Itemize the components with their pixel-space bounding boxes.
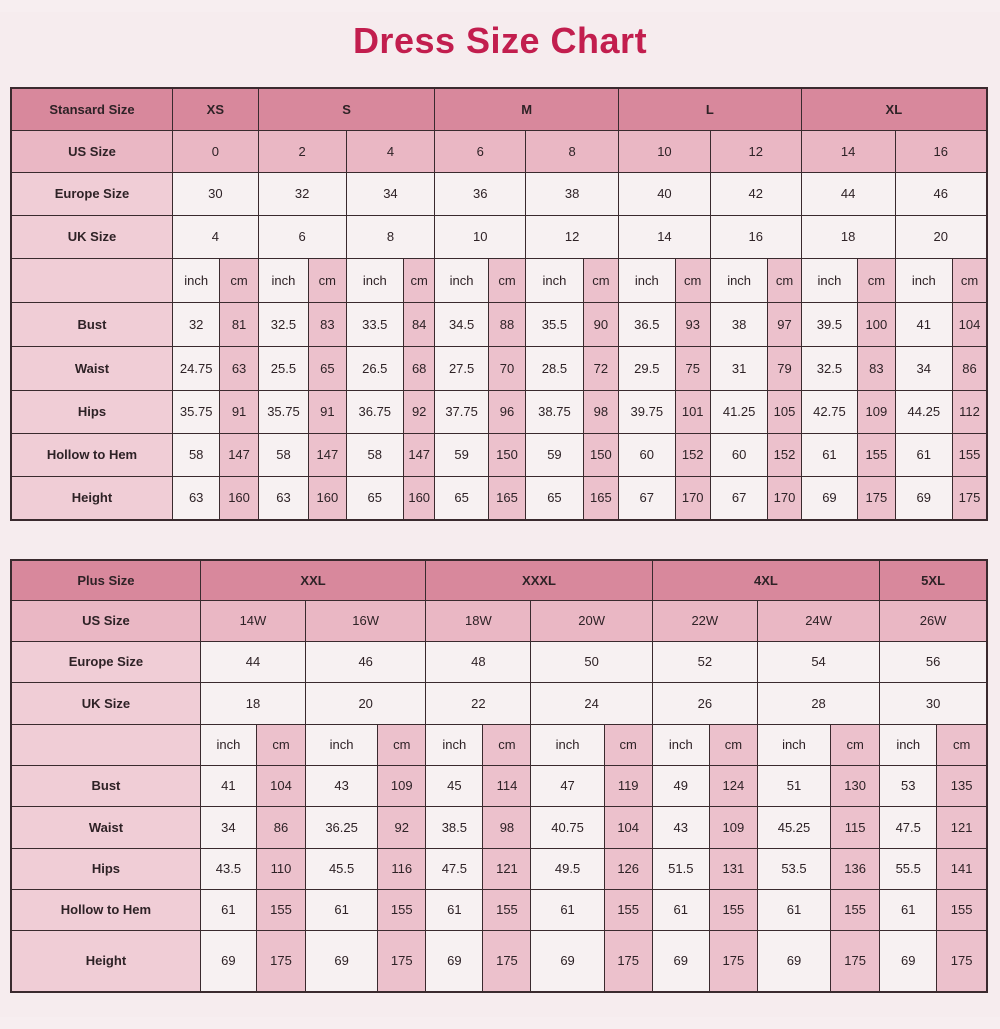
unit-inch: inch <box>346 258 404 302</box>
europe-size-row <box>11 641 987 682</box>
unit-inch: inch <box>895 258 953 302</box>
value-inch: 47 <box>531 765 604 806</box>
unit-cm: cm <box>483 724 531 765</box>
uk-size-value: 26 <box>652 682 757 724</box>
value-inch: 25.5 <box>258 346 308 390</box>
value-inch: 45.25 <box>757 806 830 848</box>
us-size-value: 14W <box>200 600 305 641</box>
measurement-row <box>11 806 987 848</box>
value-inch: 35.5 <box>526 302 584 346</box>
value-cm: 92 <box>404 390 435 433</box>
value-inch: 69 <box>895 476 953 520</box>
value-cm: 175 <box>378 930 426 992</box>
value-inch: 61 <box>652 889 709 930</box>
unit-row-label <box>11 724 200 765</box>
unit-inch: inch <box>801 258 858 302</box>
value-inch: 24.75 <box>172 346 219 390</box>
value-inch: 41.25 <box>710 390 768 433</box>
europe-size-value: 40 <box>619 172 711 215</box>
us-size-label: US Size <box>11 600 200 641</box>
measurement-row <box>11 765 987 806</box>
europe-size-value: 34 <box>346 172 435 215</box>
us-size-row <box>11 130 987 172</box>
measurement-row <box>11 390 987 433</box>
value-inch: 33.5 <box>346 302 404 346</box>
value-cm: 175 <box>937 930 987 992</box>
value-cm: 155 <box>256 889 305 930</box>
value-cm: 90 <box>583 302 618 346</box>
size-group-4xl: 4XL <box>652 560 879 600</box>
value-cm: 160 <box>404 476 435 520</box>
measurement-label: Waist <box>11 806 200 848</box>
value-cm: 170 <box>675 476 710 520</box>
europe-size-label: Europe Size <box>11 641 200 682</box>
value-inch: 45.5 <box>306 848 378 889</box>
unit-row <box>11 258 987 302</box>
us-size-value: 8 <box>526 130 619 172</box>
unit-inch: inch <box>426 724 483 765</box>
value-inch: 69 <box>652 930 709 992</box>
value-inch: 58 <box>172 433 219 476</box>
value-cm: 109 <box>378 765 426 806</box>
unit-cm: cm <box>831 724 880 765</box>
value-inch: 34 <box>895 346 953 390</box>
value-inch: 41 <box>200 765 256 806</box>
value-cm: 155 <box>483 889 531 930</box>
europe-size-value: 36 <box>435 172 526 215</box>
value-inch: 61 <box>426 889 483 930</box>
value-cm: 100 <box>858 302 895 346</box>
value-cm: 104 <box>604 806 652 848</box>
unit-cm: cm <box>953 258 987 302</box>
value-cm: 141 <box>937 848 987 889</box>
value-inch: 26.5 <box>346 346 404 390</box>
unit-cm: cm <box>256 724 305 765</box>
us-size-value: 0 <box>172 130 258 172</box>
value-cm: 155 <box>953 433 987 476</box>
value-inch: 65 <box>526 476 584 520</box>
us-size-value: 12 <box>710 130 801 172</box>
unit-inch: inch <box>531 724 604 765</box>
value-inch: 32.5 <box>801 346 858 390</box>
unit-cm: cm <box>220 258 258 302</box>
uk-size-value: 28 <box>757 682 879 724</box>
value-inch: 37.75 <box>435 390 488 433</box>
size-system-label: Stansard Size <box>11 88 172 130</box>
value-inch: 36.25 <box>306 806 378 848</box>
value-inch: 34 <box>200 806 256 848</box>
unit-cm: cm <box>675 258 710 302</box>
size-group-l: L <box>619 88 802 130</box>
value-inch: 53 <box>880 765 937 806</box>
value-cm: 114 <box>483 765 531 806</box>
measurement-row <box>11 302 987 346</box>
value-inch: 60 <box>710 433 768 476</box>
value-inch: 34.5 <box>435 302 488 346</box>
value-inch: 61 <box>895 433 953 476</box>
value-inch: 58 <box>346 433 404 476</box>
page-title: Dress Size Chart <box>352 20 648 61</box>
value-inch: 61 <box>757 889 830 930</box>
europe-size-value: 48 <box>426 641 531 682</box>
us-size-value: 18W <box>426 600 531 641</box>
value-cm: 136 <box>831 848 880 889</box>
uk-size-label: UK Size <box>11 682 200 724</box>
size-header-row <box>11 88 987 130</box>
measurement-row <box>11 346 987 390</box>
size-system-label: Plus Size <box>11 560 200 600</box>
unit-inch: inch <box>435 258 488 302</box>
value-inch: 69 <box>757 930 830 992</box>
value-inch: 29.5 <box>619 346 676 390</box>
size-header-row <box>11 560 987 600</box>
value-inch: 47.5 <box>880 806 937 848</box>
uk-size-value: 16 <box>710 215 801 258</box>
value-cm: 68 <box>404 346 435 390</box>
value-cm: 135 <box>937 765 987 806</box>
value-cm: 93 <box>675 302 710 346</box>
value-inch: 69 <box>426 930 483 992</box>
value-cm: 63 <box>220 346 258 390</box>
value-cm: 131 <box>709 848 757 889</box>
unit-inch: inch <box>200 724 256 765</box>
europe-size-value: 38 <box>526 172 619 215</box>
unit-inch: inch <box>306 724 378 765</box>
uk-size-value: 8 <box>346 215 435 258</box>
value-cm: 81 <box>220 302 258 346</box>
value-cm: 165 <box>583 476 618 520</box>
us-size-value: 22W <box>652 600 757 641</box>
value-inch: 43 <box>306 765 378 806</box>
uk-size-value: 18 <box>801 215 895 258</box>
uk-size-value: 4 <box>172 215 258 258</box>
uk-size-value: 22 <box>426 682 531 724</box>
value-inch: 63 <box>258 476 308 520</box>
measurement-label: Height <box>11 476 172 520</box>
europe-size-value: 54 <box>757 641 879 682</box>
value-cm: 115 <box>831 806 880 848</box>
value-inch: 59 <box>526 433 584 476</box>
unit-inch: inch <box>757 724 830 765</box>
unit-cm: cm <box>404 258 435 302</box>
value-cm: 98 <box>483 806 531 848</box>
value-inch: 43 <box>652 806 709 848</box>
value-inch: 38 <box>710 302 768 346</box>
value-cm: 70 <box>488 346 525 390</box>
unit-inch: inch <box>619 258 676 302</box>
unit-inch: inch <box>880 724 937 765</box>
europe-size-value: 46 <box>895 172 987 215</box>
value-cm: 109 <box>858 390 895 433</box>
us-size-label: US Size <box>11 130 172 172</box>
europe-size-value: 30 <box>172 172 258 215</box>
unit-cm: cm <box>488 258 525 302</box>
uk-size-row <box>11 215 987 258</box>
unit-inch: inch <box>258 258 308 302</box>
uk-size-value: 6 <box>258 215 346 258</box>
value-cm: 116 <box>378 848 426 889</box>
value-inch: 32 <box>172 302 219 346</box>
europe-size-value: 44 <box>200 641 305 682</box>
us-size-value: 16W <box>306 600 426 641</box>
uk-size-value: 18 <box>200 682 305 724</box>
unit-cm: cm <box>937 724 987 765</box>
value-inch: 51.5 <box>652 848 709 889</box>
value-inch: 35.75 <box>172 390 219 433</box>
value-inch: 41 <box>895 302 953 346</box>
uk-size-value: 24 <box>531 682 652 724</box>
measurement-label: Hips <box>11 848 200 889</box>
unit-row <box>11 724 987 765</box>
value-cm: 96 <box>488 390 525 433</box>
value-inch: 32.5 <box>258 302 308 346</box>
value-inch: 36.75 <box>346 390 404 433</box>
europe-size-label: Europe Size <box>11 172 172 215</box>
size-group-m: M <box>435 88 619 130</box>
unit-row-label <box>11 258 172 302</box>
value-cm: 83 <box>309 302 346 346</box>
measurement-label: Hollow to Hem <box>11 433 172 476</box>
value-cm: 155 <box>604 889 652 930</box>
value-inch: 39.75 <box>619 390 676 433</box>
unit-cm: cm <box>709 724 757 765</box>
us-size-row <box>11 600 987 641</box>
value-cm: 170 <box>768 476 801 520</box>
value-cm: 92 <box>378 806 426 848</box>
value-cm: 175 <box>953 476 987 520</box>
value-cm: 175 <box>831 930 880 992</box>
value-inch: 65 <box>346 476 404 520</box>
value-inch: 39.5 <box>801 302 858 346</box>
value-inch: 27.5 <box>435 346 488 390</box>
value-cm: 152 <box>768 433 801 476</box>
value-inch: 43.5 <box>200 848 256 889</box>
value-inch: 45 <box>426 765 483 806</box>
value-inch: 69 <box>801 476 858 520</box>
size-group-xxxl: XXXL <box>426 560 652 600</box>
value-cm: 121 <box>937 806 987 848</box>
value-cm: 147 <box>404 433 435 476</box>
unit-cm: cm <box>858 258 895 302</box>
measurement-label: Height <box>11 930 200 992</box>
us-size-value: 20W <box>531 600 652 641</box>
measurement-row <box>11 889 987 930</box>
size-group-5xl: 5XL <box>880 560 987 600</box>
unit-cm: cm <box>604 724 652 765</box>
value-cm: 147 <box>220 433 258 476</box>
value-cm: 104 <box>953 302 987 346</box>
value-cm: 97 <box>768 302 801 346</box>
value-cm: 83 <box>858 346 895 390</box>
unit-cm: cm <box>378 724 426 765</box>
europe-size-row <box>11 172 987 215</box>
europe-size-value: 46 <box>306 641 426 682</box>
measurement-row <box>11 930 987 992</box>
value-cm: 84 <box>404 302 435 346</box>
value-inch: 51 <box>757 765 830 806</box>
europe-size-value: 32 <box>258 172 346 215</box>
value-cm: 91 <box>309 390 346 433</box>
uk-size-label: UK Size <box>11 215 172 258</box>
value-cm: 155 <box>858 433 895 476</box>
value-inch: 31 <box>710 346 768 390</box>
value-cm: 175 <box>256 930 305 992</box>
value-cm: 160 <box>309 476 346 520</box>
value-inch: 61 <box>880 889 937 930</box>
measurement-row <box>11 476 987 520</box>
value-cm: 86 <box>256 806 305 848</box>
value-inch: 47.5 <box>426 848 483 889</box>
europe-size-value: 44 <box>801 172 895 215</box>
value-inch: 69 <box>531 930 604 992</box>
europe-size-value: 56 <box>880 641 987 682</box>
value-cm: 105 <box>768 390 801 433</box>
us-size-value: 14 <box>801 130 895 172</box>
uk-size-value: 10 <box>435 215 526 258</box>
size-group-xxl: XXL <box>200 560 425 600</box>
value-inch: 49.5 <box>531 848 604 889</box>
value-cm: 79 <box>768 346 801 390</box>
value-cm: 175 <box>858 476 895 520</box>
value-inch: 67 <box>710 476 768 520</box>
value-cm: 91 <box>220 390 258 433</box>
value-inch: 49 <box>652 765 709 806</box>
value-cm: 110 <box>256 848 305 889</box>
europe-size-value: 50 <box>531 641 652 682</box>
value-cm: 152 <box>675 433 710 476</box>
unit-inch: inch <box>172 258 219 302</box>
measurement-row <box>11 848 987 889</box>
unit-cm: cm <box>583 258 618 302</box>
value-inch: 67 <box>619 476 676 520</box>
value-cm: 160 <box>220 476 258 520</box>
value-inch: 69 <box>200 930 256 992</box>
value-inch: 40.75 <box>531 806 604 848</box>
value-inch: 53.5 <box>757 848 830 889</box>
value-cm: 98 <box>583 390 618 433</box>
value-cm: 155 <box>831 889 880 930</box>
size-group-xs: XS <box>172 88 258 130</box>
unit-inch: inch <box>526 258 584 302</box>
unit-cm: cm <box>309 258 346 302</box>
uk-size-value: 14 <box>619 215 711 258</box>
uk-size-value: 20 <box>306 682 426 724</box>
value-inch: 69 <box>306 930 378 992</box>
uk-size-value: 20 <box>895 215 987 258</box>
value-cm: 86 <box>953 346 987 390</box>
measurement-label: Bust <box>11 302 172 346</box>
europe-size-value: 52 <box>652 641 757 682</box>
us-size-value: 16 <box>895 130 987 172</box>
value-cm: 65 <box>309 346 346 390</box>
value-inch: 63 <box>172 476 219 520</box>
value-cm: 175 <box>604 930 652 992</box>
unit-inch: inch <box>652 724 709 765</box>
us-size-value: 10 <box>619 130 711 172</box>
value-cm: 165 <box>488 476 525 520</box>
value-inch: 55.5 <box>880 848 937 889</box>
value-cm: 155 <box>709 889 757 930</box>
uk-size-value: 12 <box>526 215 619 258</box>
measurement-label: Hips <box>11 390 172 433</box>
value-inch: 35.75 <box>258 390 308 433</box>
value-cm: 88 <box>488 302 525 346</box>
value-inch: 44.25 <box>895 390 953 433</box>
measurement-label: Hollow to Hem <box>11 889 200 930</box>
us-size-value: 2 <box>258 130 346 172</box>
value-cm: 72 <box>583 346 618 390</box>
us-size-value: 6 <box>435 130 526 172</box>
value-cm: 175 <box>709 930 757 992</box>
us-size-value: 4 <box>346 130 435 172</box>
plus-size-table <box>10 559 988 993</box>
value-cm: 101 <box>675 390 710 433</box>
value-cm: 112 <box>953 390 987 433</box>
value-inch: 61 <box>200 889 256 930</box>
value-inch: 61 <box>801 433 858 476</box>
us-size-value: 24W <box>757 600 879 641</box>
value-cm: 155 <box>378 889 426 930</box>
value-cm: 150 <box>583 433 618 476</box>
size-group-xl: XL <box>801 88 987 130</box>
value-cm: 147 <box>309 433 346 476</box>
measurement-row <box>11 433 987 476</box>
uk-size-row <box>11 682 987 724</box>
us-size-value: 26W <box>880 600 987 641</box>
unit-cm: cm <box>768 258 801 302</box>
size-group-s: S <box>258 88 435 130</box>
uk-size-value: 30 <box>880 682 987 724</box>
value-cm: 155 <box>937 889 987 930</box>
value-inch: 36.5 <box>619 302 676 346</box>
value-cm: 175 <box>483 930 531 992</box>
value-inch: 38.5 <box>426 806 483 848</box>
value-cm: 124 <box>709 765 757 806</box>
value-inch: 28.5 <box>526 346 584 390</box>
europe-size-value: 42 <box>710 172 801 215</box>
unit-inch: inch <box>710 258 768 302</box>
value-cm: 109 <box>709 806 757 848</box>
value-cm: 104 <box>256 765 305 806</box>
value-cm: 75 <box>675 346 710 390</box>
standard-size-table <box>10 87 988 521</box>
value-inch: 59 <box>435 433 488 476</box>
value-cm: 121 <box>483 848 531 889</box>
value-inch: 42.75 <box>801 390 858 433</box>
value-inch: 58 <box>258 433 308 476</box>
value-inch: 61 <box>306 889 378 930</box>
value-inch: 65 <box>435 476 488 520</box>
value-inch: 61 <box>531 889 604 930</box>
value-inch: 69 <box>880 930 937 992</box>
value-inch: 38.75 <box>526 390 584 433</box>
value-cm: 130 <box>831 765 880 806</box>
value-inch: 60 <box>619 433 676 476</box>
measurement-label: Waist <box>11 346 172 390</box>
measurement-label: Bust <box>11 765 200 806</box>
value-cm: 119 <box>604 765 652 806</box>
value-cm: 126 <box>604 848 652 889</box>
value-cm: 150 <box>488 433 525 476</box>
